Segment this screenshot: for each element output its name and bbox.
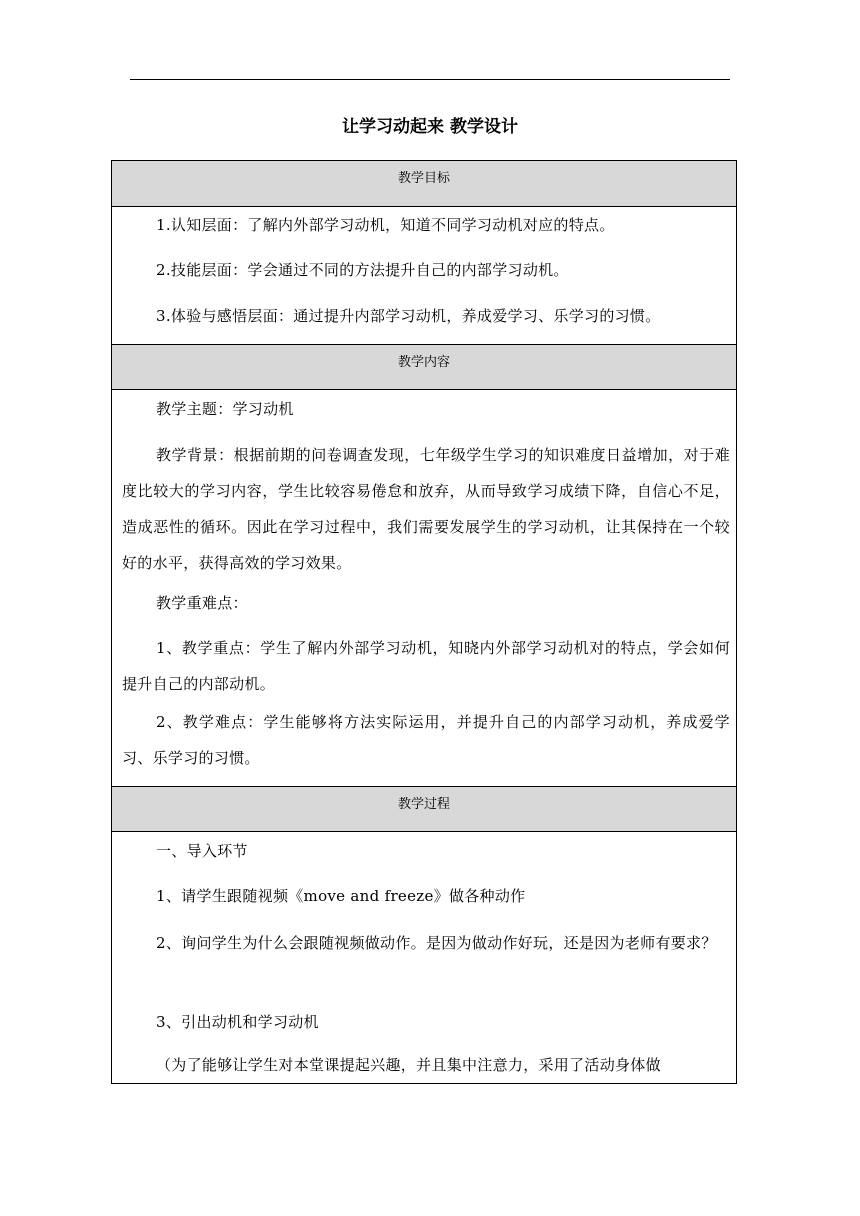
lesson-plan-table [111, 160, 737, 1084]
goal-item: 2.技能层面：学会通过不同的方法提升自己的内部学习动机。 [156, 261, 569, 279]
content-key-points-label: 教学重难点： [156, 594, 248, 612]
section-header-goals: 教学目标 [112, 161, 736, 207]
process-item: 3、引出动机和学习动机 [156, 1013, 319, 1031]
content-background: 教学背景：根据前期的问卷调查发现，七年级学生学习的知识难度日益增加，对于难度比较大的学习内容，学生比较容易倦怠和放弃，从而导致学习成绩下降，自信心不足，造成恶性的循环。因此在学习过程中，我们需要发展学生的学习动机，让其保持在一个较好的水平，获得高效的学习效果。 [122, 446, 730, 572]
goal-item: 3.体验与感悟层面：通过提升内部学习动机，养成爱学习、乐学习的习惯。 [156, 307, 661, 325]
header-rule [130, 79, 730, 80]
section-header-process: 教学过程 [112, 786, 736, 832]
content-key-point: 1、教学重点：学生了解内外部学习动机，知晓内外部学习动机对的特点，学会如何提升自己的内部动机。 [122, 639, 730, 693]
process-item: 1、请学生跟随视频《move and freeze》做各种动作 [156, 887, 526, 905]
process-item: （为了能够让学生对本堂课提起兴趣，并且集中注意力，采用了活动身体做 [156, 1056, 661, 1074]
process-item: 一、导入环节 [156, 842, 248, 860]
document-title: 让学习动起来 教学设计 [342, 117, 518, 137]
process-item: 2、询问学生为什么会跟随视频做动作。是因为做动作好玩，还是因为老师有要求？ [156, 934, 717, 952]
content-theme: 教学主题：学习动机 [156, 400, 294, 418]
content-difficulty: 2、教学难点：学生能够将方法实际运用，并提升自己的内部学习动机，养成爱学习、乐学习的习惯。 [122, 713, 730, 767]
goal-item: 1.认知层面：了解内外部学习动机，知道不同学习动机对应的特点。 [156, 216, 615, 234]
section-header-content: 教学内容 [112, 344, 736, 390]
